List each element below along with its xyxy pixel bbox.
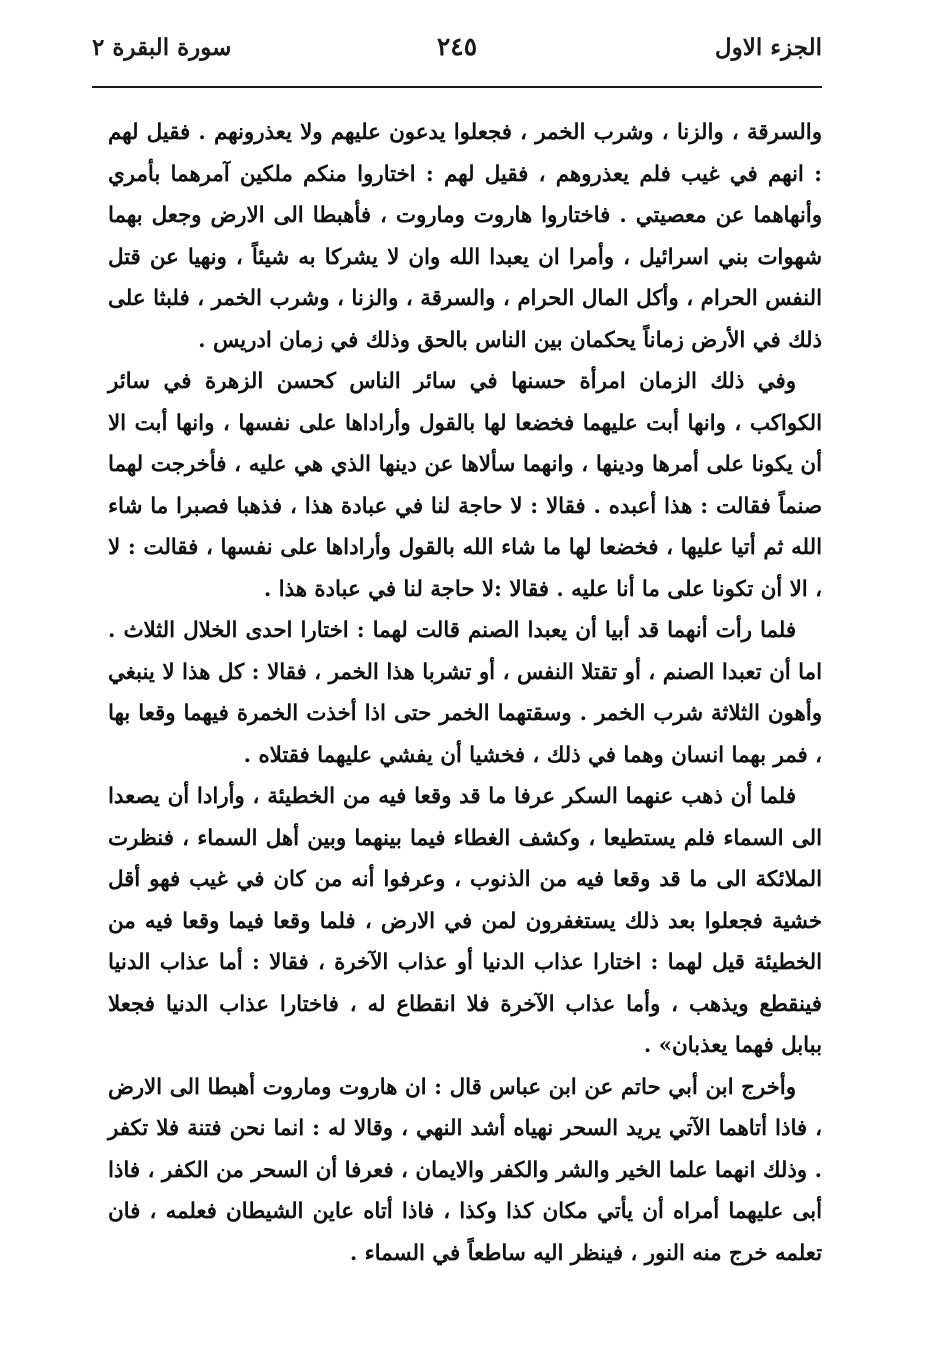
surah-label: سورة البقرة ٢	[92, 34, 232, 61]
paragraph-5: وأخرج ابن أبي حاتم عن ابن عباس قال : ان هاروت وماروت أهبطا الى الارض ، فاذا أتاهما الآتي يريد السحر نهياه أشد النهي ، وقالا له : انما نحن فتنة فلا تكفر . وذلك انهما علما الخير والشر والكفر والايمان ، فعرفا أن السحر من الكفر ، فاذا أبى عليهما أمراه أن يأتي مكان كذا وكذا ، فاذا أتاه عاين الشيطان فعلمه ، فان تعلمه خرج منه النور ، فينظر اليه ساطعاً في السماء .	[108, 1074, 822, 1266]
paragraph-4: فلما أن ذهب عنهما السكر عرفا ما قد وقعا فيه من الخطيئة ، وأرادا أن يصعدا الى السماء فلم يستطيعا ، وكشف الغطاء فيما بينهما وبين أهل السماء ، فنظرت الملائكة الى ما قد وقعا فيه من الذنوب ، وعرفوا أنه من كان في غيب فهو أقل خشية فجعلوا بعد ذلك يستغفرون لمن في الارض ، فلما وقعا فيما وقعا فيه من الخطيئة قيل لهما : اختارا عذاب الدنيا أو عذاب الآخرة ، فقالا : أما عذاب الدنيا فينقطع ويذهب ، وأما عذاب الآخرة فلا انقطاع له ، فاختارا عذاب الدنيا فجعلا ببابل فهما يعذبان» .	[108, 784, 822, 1058]
header-divider	[92, 86, 822, 88]
paragraph-2: وفي ذلك الزمان امرأة حسنها في سائر الناس كحسن الزهرة في سائر الكواكب ، وانها أبت عليهما فخضعا لها بالقول وأراداها على نفسها ، وانها أبت الا أن يكونا على أمرها ودينها ، وانهما سألاها عن دينها الذي هي عليه ، فأخرجت لهما صنماً فقالت : هذا أعبده . فقالا : لا حاجة لنا في عبادة هذا ، فذهبا فصبرا ما شاء الله ثم أتيا عليها ، فخضعا لها ما شاء الله بالقول وأراداها على نفسها ، فقالت : لا ، الا أن تكونا على ما أنا عليه . فقالا :لا حاجة لنا في عبادة هذا .	[108, 369, 822, 602]
page-header	[92, 28, 822, 80]
paragraph-3: فلما رأت أنهما قد أبيا أن يعبدا الصنم قالت لهما : اختارا احدى الخلال الثلاث . اما أن تعبدا الصنم ، أو تقتلا النفس ، أو تشربا هذا الخمر ، فقالا : كل هذا لا ينبغي وأهون الثلاثة شرب الخمر . وسقتهما الخمر حتى اذا أخذت الخمرة فيهما وقعا بها ، فمر بهما انسان وهما في ذلك ، فخشيا أن يفشي عليهما فقتلاه .	[108, 618, 822, 768]
paragraph-1: والسرقة ، والزنا ، وشرب الخمر ، فجعلوا يدعون عليهم ولا يعذرونهم . فقيل لهم : انهم في غيب فلم يعذروهم ، فقيل لهم : اختاروا منكم ملكين آمرهما بأمري وأنهاهما عن معصيتي . فاختاروا هاروت وماروت ، فأهبطا الى الارض وجعل بهما شهوات بني اسرائيل ، وأمرا ان يعبدا الله وان لا يشركا به شيئاً ، ونهيا عن قتل النفس الحرام ، وأكل المال الحرام ، والسرقة ، والزنا ، وشرب الخمر ، فلبثا على ذلك في الأرض زماناً يحكمان بين الناس بالحق وذلك في زمان ادريس .	[108, 120, 822, 353]
body-text	[108, 112, 822, 1274]
page-number: ٢٤٥	[436, 32, 478, 61]
part-label: الجزء الاول	[714, 34, 822, 61]
